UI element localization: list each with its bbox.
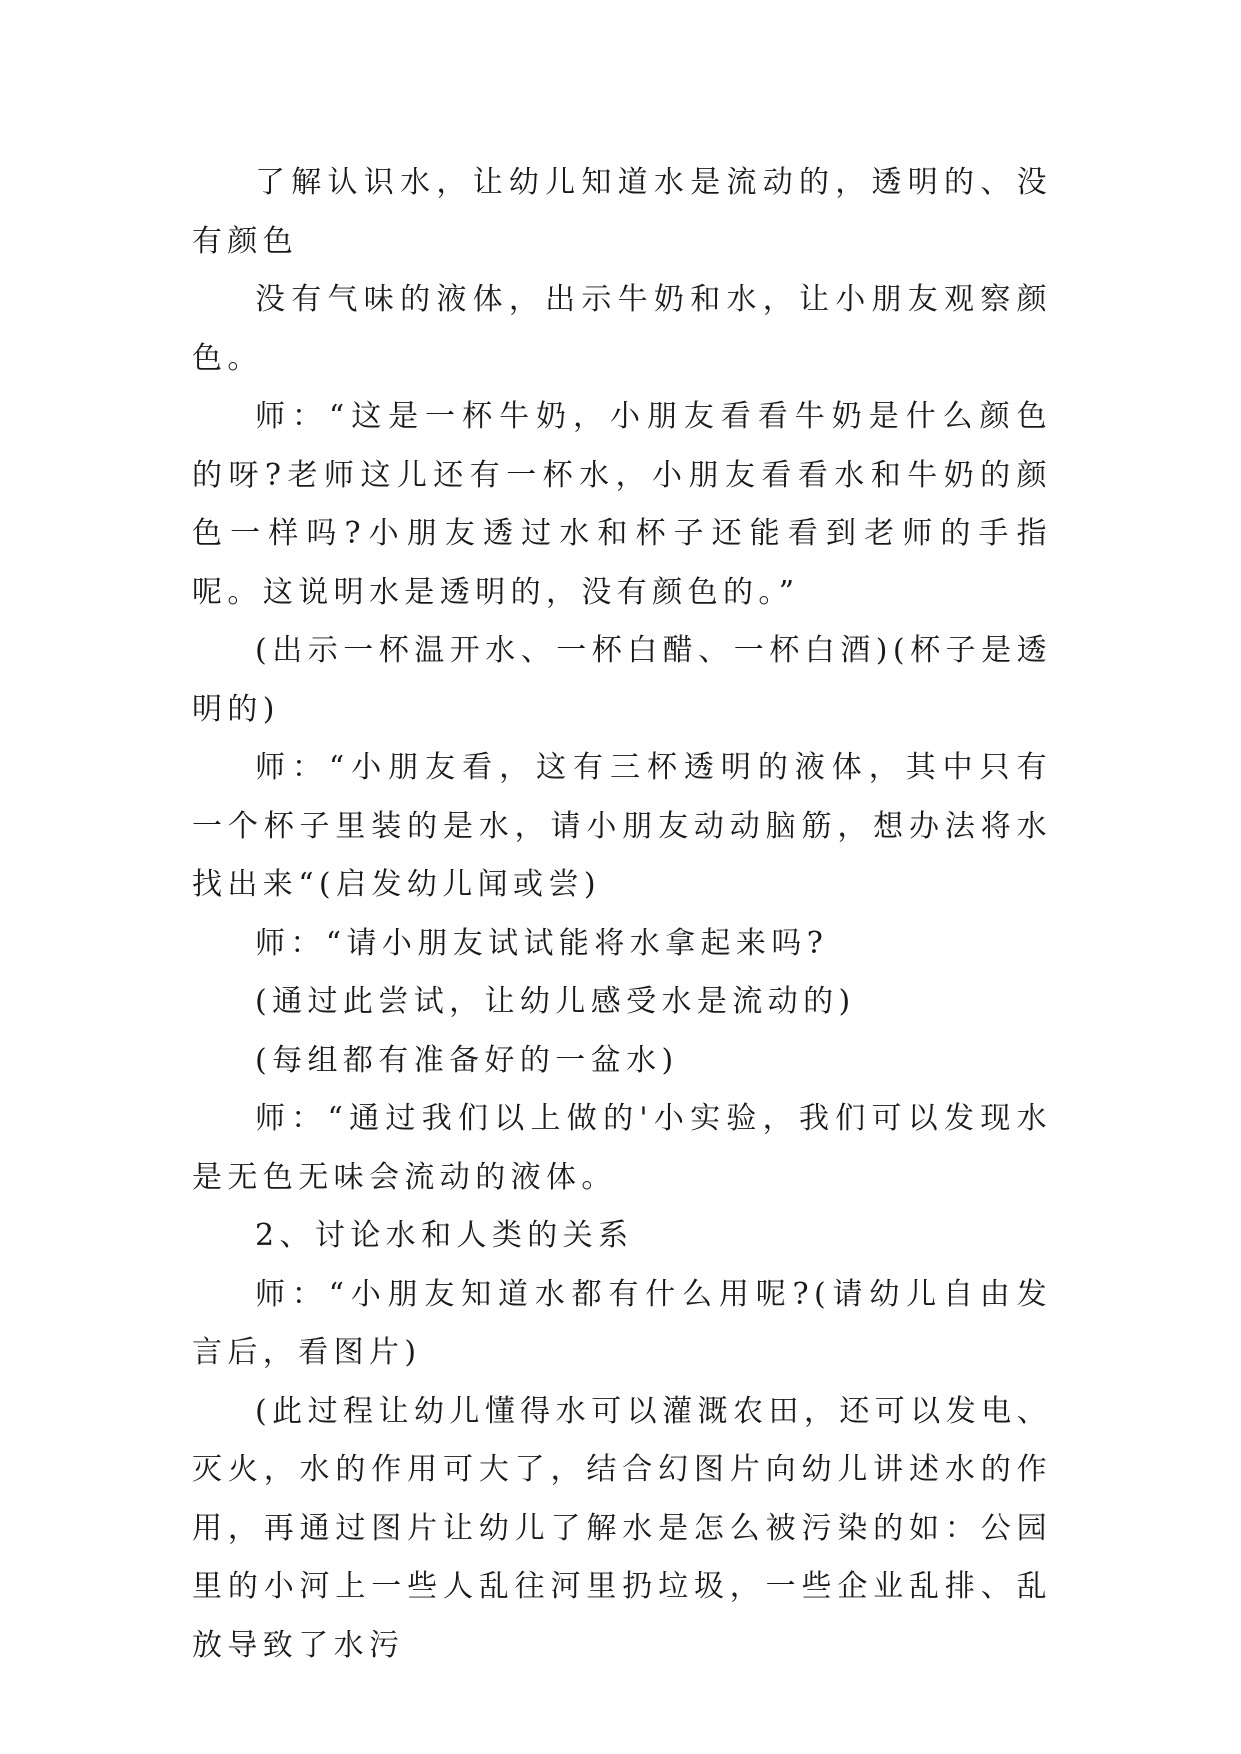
document-body xyxy=(192,154,1052,1675)
section-heading-2: 2、讨论水和人类的关系 xyxy=(255,1218,634,1253)
paragraph-9: 师：“通过我们以上做的'小实验，我们可以发现水是无色无味会流动的液体。 xyxy=(192,1101,1052,1195)
paragraph-3: 师：“这是一杯牛奶，小朋友看看牛奶是什么颜色的呀?老师这儿还有一杯水，小朋友看看水和牛奶的颜色一样吗?小朋友透过水和杯子还能看到老师的手指呢。这说明水是透明的，没有颜色的。” xyxy=(192,399,1052,610)
paragraph-4: (出示一杯温开水、一杯白醋、一杯白酒)(杯子是透明的) xyxy=(192,633,1052,727)
paragraph-7: (通过此尝试，让幼儿感受水是流动的) xyxy=(255,984,856,1019)
paragraph-2: 没有气味的液体，出示牛奶和水，让小朋友观察颜色。 xyxy=(192,282,1052,376)
paragraph-6: 师：“请小朋友试试能将水拿起来吗? xyxy=(255,925,829,961)
paragraph-1: 了解认识水，让幼儿知道水是流动的，透明的、没有颜色 xyxy=(192,165,1052,259)
paragraph-8: (每组都有准备好的一盆水) xyxy=(255,1042,679,1078)
paragraph-11: 师：“小朋友知道水都有什么用呢?(请幼儿自由发言后，看图片) xyxy=(192,1276,1052,1370)
paragraph-12: (此过程让幼儿懂得水可以灌溉农田，还可以发电、灭火，水的作用可大了，结合幻图片向幼儿讲述水的作用，再通过图片让幼儿了解水是怎么被污染的如：公园里的小河上一些人乱往河里扔垃圾，一些企业乱排、乱放导致了水污 xyxy=(192,1393,1052,1663)
paragraph-5: 师：“小朋友看，这有三杯透明的液体，其中只有一个杯子里装的是水，请小朋友动动脑筋，想办法将水找出来“(启发幼儿闻或尝) xyxy=(192,750,1052,902)
